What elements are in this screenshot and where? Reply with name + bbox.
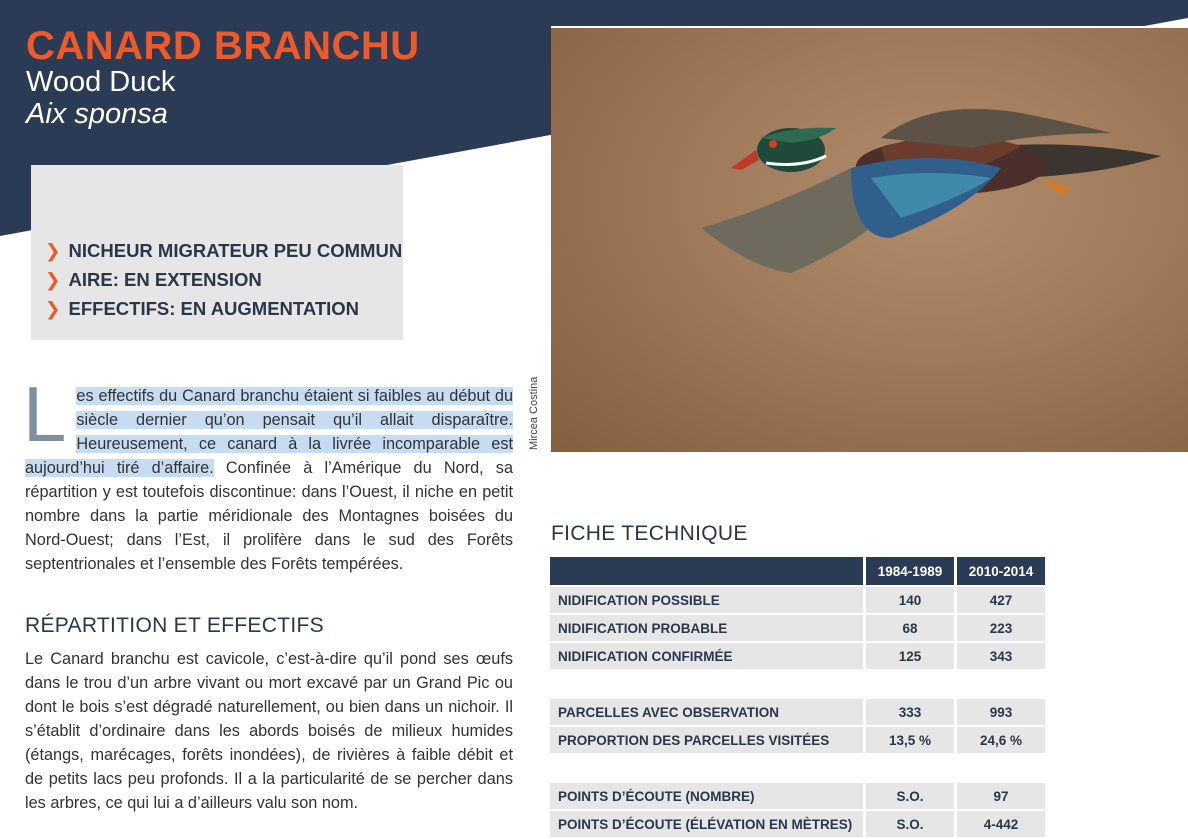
fiche-table xyxy=(550,555,1045,839)
row-value: S.O. xyxy=(863,783,954,809)
page-title: CANARD BRANCHU xyxy=(26,24,420,68)
table-separator xyxy=(550,755,1045,781)
table-gap xyxy=(550,671,1045,697)
row-value: S.O. xyxy=(863,811,954,837)
wood-duck-photo xyxy=(551,26,1188,452)
row-label: NIDIFICATION PROBABLE xyxy=(550,615,863,641)
table-row xyxy=(550,811,1045,837)
row-value: 13,5 % xyxy=(863,727,954,753)
table-header-empty xyxy=(550,557,863,585)
chevron-right-icon: ❯ xyxy=(45,240,61,261)
latin-name: Aix sponsa xyxy=(26,98,168,130)
table-row xyxy=(550,727,1045,753)
row-value: 140 xyxy=(863,587,954,613)
row-value: 993 xyxy=(954,699,1045,725)
row-label: PROPORTION DES PARCELLES VISITÉES xyxy=(550,727,863,753)
english-name: Wood Duck xyxy=(26,66,176,98)
row-value: 24,6 % xyxy=(954,727,1045,753)
repartition-heading: RÉPARTITION ET EFFECTIFS xyxy=(25,614,324,637)
repartition-paragraph: Le Canard branchu est cavicole, c’est-à-dire qu’il pond ses œufs dans le trou d’un arbre vivant ou mort excavé par un Grand Pic ou dont le bois s’est dégradé naturellement, ou bien dans un nichoir. Il s’établit d’ordinaire dans les abords boisés de milieux humides (étangs, marécages, forêts inondées), de rivières à faible débit et de petits lacs peu profonds. Il a la particularité de se percher dans les arbres, ce qui lui a d’ailleurs valu son nom. xyxy=(25,650,513,812)
table-row xyxy=(550,615,1045,641)
table-row xyxy=(550,587,1045,613)
drop-cap: L xyxy=(23,370,67,458)
status-list xyxy=(45,236,402,323)
status-item: ❯ NICHEUR MIGRATEUR PEU COMMUN xyxy=(45,240,403,261)
row-value: 333 xyxy=(863,699,954,725)
table-row xyxy=(550,783,1045,809)
row-value: 68 xyxy=(863,615,954,641)
fiche-heading: FICHE TECHNIQUE xyxy=(551,522,748,545)
row-label: NIDIFICATION CONFIRMÉE xyxy=(550,643,863,669)
intro-text: Confinée à l’Amérique du Nord, sa répartition y est toutefois discontinue: dans l’Ouest, il niche en petit nombre dans la partie méridionale des Montagnes boisées du Nord-Ouest; dans l’Est, il prolifère dans le sud des Forêts septentrionales et l’ensemble des Forêts tempérées. xyxy=(25,459,513,573)
status-item: ❯ EFFECTIFS: EN AUGMENTATION xyxy=(45,298,360,319)
highlighted-text[interactable]: es effectifs du Canard branchu étaient si faibles au début du siècle dernier qu’on pensait qu’il allait disparaître. Heureusement, ce canard à la livrée incomparable est aujourd’hui tiré d’affaire. xyxy=(25,387,513,477)
row-value: 97 xyxy=(954,783,1045,809)
row-value: 223 xyxy=(954,615,1045,641)
table-row xyxy=(550,699,1045,725)
intro-paragraph xyxy=(23,370,513,576)
row-label: PARCELLES AVEC OBSERVATION xyxy=(550,699,863,725)
row-label: NIDIFICATION POSSIBLE xyxy=(550,587,863,613)
row-value: 427 xyxy=(954,587,1045,613)
wood-duck-illustration xyxy=(551,28,1188,452)
status-item: ❯ AIRE: EN EXTENSION xyxy=(45,269,262,290)
row-label: POINTS D’ÉCOUTE (NOMBRE) xyxy=(550,783,863,809)
row-label: POINTS D’ÉCOUTE (ÉLÉVATION EN MÈTRES) xyxy=(550,811,863,837)
column-header: 2010-2014 xyxy=(954,557,1045,585)
row-value: 343 xyxy=(954,643,1045,669)
chevron-right-icon: ❯ xyxy=(45,298,61,319)
photo-credit: Mircea Costina xyxy=(528,376,540,450)
table-header-row xyxy=(550,557,1045,585)
chevron-right-icon: ❯ xyxy=(45,269,61,290)
column-header: 1984-1989 xyxy=(863,557,954,585)
table-row xyxy=(550,643,1045,669)
row-value: 125 xyxy=(863,643,954,669)
row-value: 4-442 xyxy=(954,811,1045,837)
